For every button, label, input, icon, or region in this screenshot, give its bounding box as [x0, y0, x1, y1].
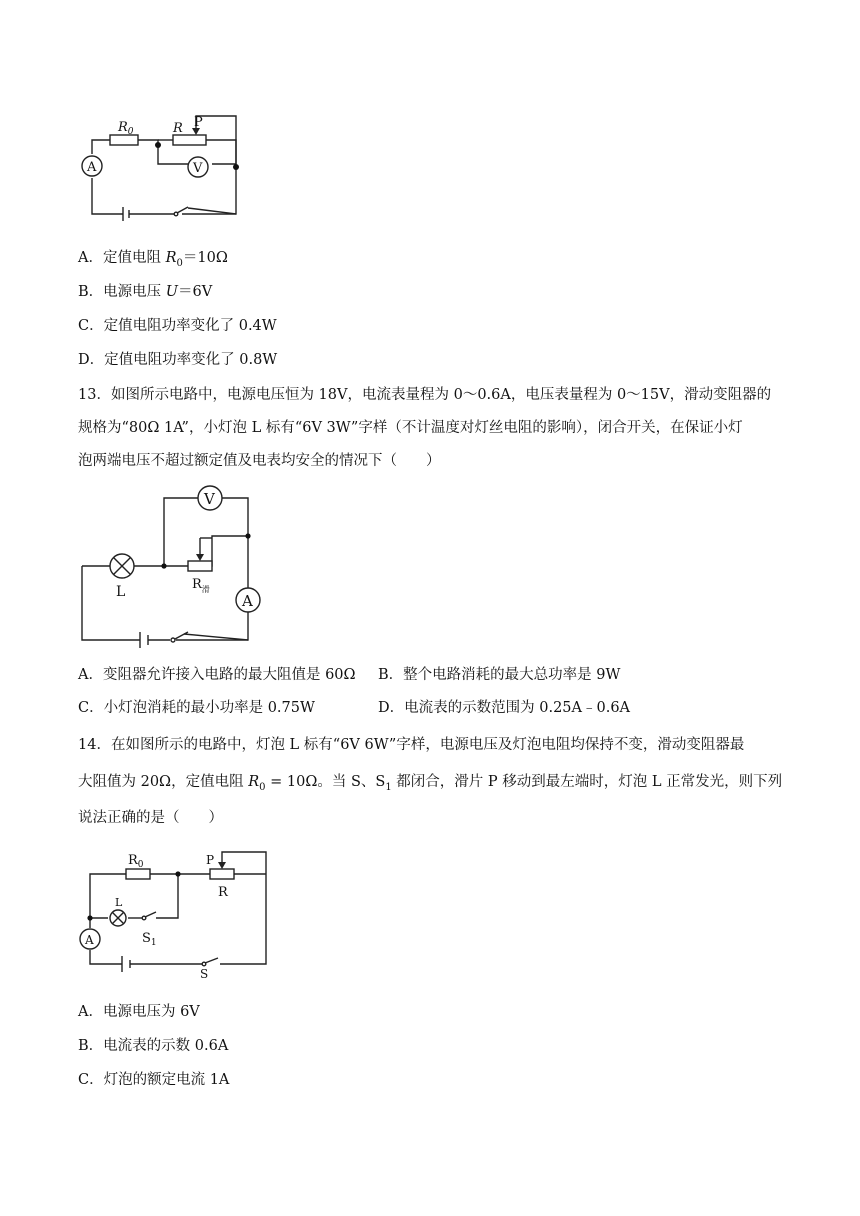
q13-switch — [171, 638, 175, 642]
q13-rheostat — [188, 561, 212, 571]
q12-r0-resistor — [110, 135, 138, 145]
q14-rheostat — [210, 869, 234, 879]
q14-r-label: R — [218, 885, 228, 900]
q13-option-c: C．小灯泡消耗的最小功率是 0.75W — [78, 700, 315, 716]
q12-junction-dot — [233, 164, 239, 170]
q14-stem-line-3: 说法正确的是（ ） — [78, 810, 223, 826]
q14-option-b: B．电流表的示数 0.6A — [78, 1038, 229, 1054]
q14-lamp-label: L — [115, 896, 123, 909]
q13-slider-arrow-icon — [196, 554, 204, 561]
q13-rheostat-label: $R_滑$ — [192, 577, 210, 594]
q14-ammeter-label: A — [85, 933, 94, 947]
q14-r0-resistor — [126, 869, 150, 879]
q12-ammeter-label: A — [87, 160, 97, 175]
q13-option-d: D．电流表的示数范围为 0.25A﹣0.6A — [378, 700, 631, 716]
q14-stem-line-2: 大阻值为 20Ω，定值电阻 $R_0 = 10\Omega$。当 S、$S_1$ 都闭合，滑片 P 移动到最左端时，灯泡 L 正常发光，则下列 — [78, 774, 783, 793]
q13-junction-dot — [161, 563, 166, 568]
q14-s-label: S — [200, 967, 209, 981]
q14-option-c: C．灯泡的额定电流 1A — [78, 1072, 230, 1088]
q13-option-b: B．整个电路消耗的最大总功率是 9W — [378, 667, 621, 683]
q14-slider-arrow-icon — [218, 862, 226, 869]
q12-voltmeter-label: V — [193, 161, 203, 176]
q12-rheostat — [173, 135, 206, 145]
q12-r0-label: $R_0$ — [118, 120, 134, 137]
q14-junction-dot — [87, 915, 92, 920]
q13-circuit-diagram — [80, 484, 270, 644]
q12-option-b: B．电源电压 U＝6V — [78, 284, 213, 300]
q12-option-a: A．定值电阻 $R_0=10\Omega$ — [78, 250, 228, 269]
q13-ammeter-label: A — [242, 592, 253, 610]
q12-r-label: R — [173, 121, 183, 136]
q13-junction-dot — [245, 533, 250, 538]
q12-junction-dot — [155, 142, 161, 148]
q13-voltmeter-label: V — [204, 490, 215, 508]
q13-stem-line-1: 13．如图所示电路中，电源电压恒为 18V，电流表量程为 0～0.6A，电压表量程为 0～15V，滑动变阻器的 — [78, 387, 772, 403]
q14-option-a: A．电源电压为 6V — [78, 1004, 200, 1020]
q14-p-label: P — [206, 853, 215, 867]
q14-junction-dot — [175, 871, 180, 876]
q14-r0-label: $R_0$ — [128, 853, 144, 870]
q12-circuit-diagram — [78, 112, 248, 222]
q12-option-d: D．定值电阻功率变化了 0.8W — [78, 352, 278, 368]
q13-option-a: A．变阻器允许接入电路的最大阻值是 60Ω — [78, 667, 356, 683]
q12-p-label: P — [194, 115, 203, 130]
q12-option-c: C．定值电阻功率变化了 0.4W — [78, 318, 277, 334]
q13-stem-line-2: 规格为“80Ω 1A”，小灯泡 L 标有“6V 3W”字样（不计温度对灯丝电阻的影响），闭合开关，在保证小灯 — [78, 420, 743, 436]
q14-stem-line-1: 14．在如图所示的电路中，灯泡 L 标有“6V 6W”字样，电源电压及灯泡电阻均保持不变，滑动变阻器最 — [78, 737, 745, 753]
q13-stem-line-3: 泡两端电压不超过额定值及电表均安全的情况下（ ） — [78, 453, 441, 469]
q14-s1-label: $S_1$ — [142, 931, 157, 948]
q13-lamp-label: L — [116, 584, 126, 600]
q14-circuit-diagram — [78, 848, 273, 981]
